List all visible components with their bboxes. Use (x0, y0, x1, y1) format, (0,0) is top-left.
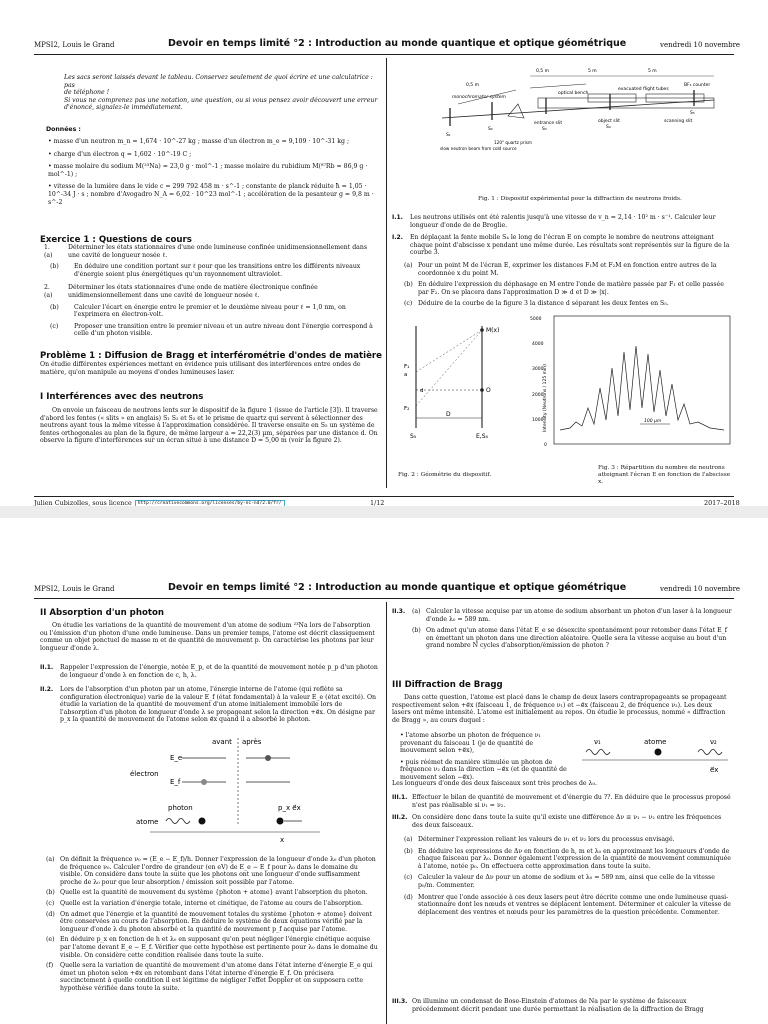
question-1-2: I.2. En déplaçant la fente mobile S₄ le long de l'écran E on compte le nombre de neutrons atteignant chaque point d'abscisse x pendant une même durée. Les résultats sont représentés sur la figure de la courbe 3. (392, 234, 732, 257)
figure-2-geometry (396, 320, 508, 440)
sec3-end: Les longueurs d'onde des deux faisceaux sont très proches de λ₀. (392, 780, 597, 787)
fig1-label: S₂ (488, 127, 493, 132)
fig1-label: object slit (598, 119, 620, 124)
q33-text: On illumine un condensat de Bose-Einstein d'atomes de Na par le système de faisceaux précédemment décrit pendant une durée permettant la réalisation de la diffraction de Bragg (412, 998, 704, 1013)
fig3-ylabel: Intensity (Neutrons / 125 min) (543, 364, 548, 432)
figure-3-plot (520, 312, 734, 452)
footer-year: 2017–2018 (704, 499, 740, 506)
fig1-label: S₃ (542, 127, 547, 132)
q32b: En déduire les expressions de Δν en fonction de h, m et λ₀ en approximant les longueurs d'onde de chaque faisceau par λ₀. Donner également l'expression de la quantité de mouvement communiquée à l'atome, notée p₀. On effectuera cette approximation dans toute la suite. (418, 847, 731, 870)
fig2-label: D (446, 411, 451, 418)
q21-text: Rappeler l'expression de l'énergie, notée E_p, et de la quantité de mouvement notée p_p d'un photon de longueur d'onde λ en fonction de c, h, λ. (60, 664, 378, 679)
column-divider (386, 58, 387, 488)
diag3-ex: e⃗x (710, 766, 719, 774)
figure-3-caption: Fig. 3 : Répartition du nombre de neutrons atteignant l'écran E en fonction de l'abscisse x. (598, 465, 731, 485)
fig1-label: scanning slit (664, 119, 693, 124)
header-left: MPSI2, Louis le Grand (34, 41, 115, 49)
q23b: On admet qu'un atome dans l'état E_e se désexcite spontanément pour retomber dans l'état E_f en émettant un photon dans une direction aléatoire. Quelle sera la vitesse acquise au bout d'un grand nombre N cycles d'absorption/émission de photon ? (426, 627, 728, 650)
exo1-q2c: Proposer une transition entre le premier niveau et un autre niveau dont l'énergie correspond à celle d'un photon visible. (74, 322, 373, 338)
question-3-1: III.1. Effectuer le bilan de quantité de mouvement et d'énergie du ??. En déduire que le processus proposé n'est pas réalisable si ν₁ = ν₂. (392, 794, 731, 809)
q12c: Déduire de la courbe de la figure 3 la distance d séparant les deux fentes en S₅. (418, 300, 669, 308)
q22b: Quelle est la quantité de mouvement du système {photon + atome} avant l'absorption du photon. (60, 889, 368, 897)
fig3-tick: 3000 (532, 367, 544, 372)
question-1-2-parts: (a) Pour un point M de l'écran E, exprimer les distances F₁M et F₂M en fonction entre autres de la coordonnée x du point M. (b) En déduire l'expression du déphasage en M entre l'onde de matière passée par F₁ et celle passée par F₂. On se placera dans l'approximation D ≫ d et D ≫ |x|. (c) Déduire de la courbe de la figure 3 la distance d séparant les deux fentes en S₅. (404, 262, 732, 308)
header-title: Devoir en temps limité °2 : Introduction au monde quantique et optique géométrique (168, 38, 627, 49)
q12-text: En déplaçant la fente mobile S₄ le long de l'écran E on compte le nombre de neutrons atteignant chaque point d'abscisse x pendant une même durée. Les résultats sont représentés sur la figure de la courbe 3. (410, 234, 730, 257)
diag-avant-label: avant (212, 738, 232, 746)
q12b: En déduire l'expression du déphasage en M entre l'onde de matière passée par F₁ et celle passée par F₂. On se placera dans l'approximation D ≫ d et D ≫ |x|. (418, 281, 724, 296)
fig2-label: d (420, 388, 424, 394)
fig2-label: S₅ (410, 433, 417, 440)
sec3-bullet-1: l'atome absorbe un photon de fréquence ν₁ provenant du faisceau 1 (je de quantité de mouvement selon +e⃗x), (400, 732, 541, 755)
q22-text: Lors de l'absorption d'un photon par un atome, l'énergie interne de l'atome (qui reflète sa configuration électronique) varie de la valeur E_f (état fondamental) à la valeur E_e (état excité). On étudie la variation de la quantité de mouvement d'un atome initialement immobile lors de l'absorption d'un photon de longueur d'onde λ se propageant selon la direction +e⃗x. On désigne par p_x la quantité de mouvement de l'atome selon e⃗x quand il a absorbé le photon. (60, 686, 377, 724)
q32a: Déterminer l'expression reliant les valeurs de ν₁ et ν₂ lors du processus envisagé. (418, 836, 675, 843)
diag-ef-label: E_f (170, 778, 181, 786)
q22d: On admet que l'énergie et la quantité de mouvement totales du système {photon + atome} doivent être conservées au cours de l'absorption. En déduire le système de deux équations vérifié par la longueur d'onde λ du photon absorbé et la quantité de mouvement p_f acquise par l'atome. (60, 910, 373, 933)
q22e: En déduire p_x en fonction de h et λ₀ en supposant qu'on peut négliger l'énergie cinétique acquise par l'atome devant E_e − E_f. Vérifier que cette hypothèse est pertinente pour λ₀ dans le domaine du visible. On considère cette condition réalisée dans toute la suite. (60, 936, 378, 959)
fig1-label: BF₃ counter (684, 83, 711, 88)
sec3-bullets: • l'atome absorbe un photon de fréquence ν₁ provenant du faisceau 1 (je de quantité de mouvement selon +e⃗x), • puis réémet de manière stimulée un photon de fréquence ν₂ dans la direction −e⃗x (et de quantité de mouvement selon −e⃗x). (400, 732, 567, 781)
figure-1-caption: Fig. 1 : Dispositif expérimental pour la diffraction de neutrons froids. (478, 196, 682, 202)
notice-line: de téléphone ! (64, 89, 110, 97)
sec3-intro: Dans cette question, l'atome est placé dans le champ de deux lasers contrapropageants se propageant respectivement selon +e⃗x (faisceau 1, de fréquence ν₁) et −e⃗x (faisceau 2, de fréquence ν₂). Les deux lasers ont même intensité. L'atome est initialement au repos. On étudie le processus, nommé « diffraction de Bragg », au cours duquel : (392, 694, 727, 724)
question-2-2-parts: (a) On définit la fréquence ν₀ = (E_e − E_f)/h. Donner l'expression de la longueur d'onde λ₀ d'un photon de fréquence ν₀. Calculer l'ordre de grandeur (en eV) de E_e − E_f pour λ₀ dans le domaine du visible. On considère dans toute la suite que les photons ont une longueur d'onde suffisamment proche de λ₀ pour que leur absorption / émission soit possible par l'atome. (b) Quelle est la quantité de mouvement du système {photon + atome} avant l'absorption du photon. (c) Quelle est la variation d'énergie totale, interne et cinétique, de l'atome au cours de l'absorption. (d) On admet que l'énergie et la quantité de mouvement totales du système {photon + atome} doivent être conservées au cours de l'absorption. En déduire le système de deux équations vérifié par la longueur d'onde λ du photon absorbé et la quantité de mouvement p_f acquise par l'atome. (e) En déduire p_x en fonction de h et λ₀ en supposant qu'on peut négliger l'énergie cinétique acquise par l'atome devant E_e − E_f. Vérifier que cette hypothèse est pertinente pour λ₀ dans le domaine du visible. On considère cette condition réalisée dans toute la suite. (f) Quelle sera la variation de quantité de mouvement d'un atome dans l'état interne d'énergie E_e qui émet un photon selon +e⃗x en retombant dans l'état interne d'énergie E_f. On précisera succinctement à quelle condition il est légitime de négliger l'effet Doppler et on supposera cette hypothèse vérifiée dans toute la suite. (46, 856, 380, 993)
exo1-q2b: Calculer l'écart en énergie entre le premier et le deuxième niveau pour ℓ = 1,0 nm, on l'exprimera en électron-volt. (74, 303, 346, 319)
fig2-label: a (404, 372, 408, 378)
question-3-2-parts: (a) Déterminer l'expression reliant les valeurs de ν₁ et ν₂ lors du processus envisagé. (b) En déduire les expressions de Δν en fonction de h, m et λ₀ en approximant les longueurs d'onde de chaque faisceau par λ₀. Donner également l'expression de la quantité de mouvement communiquée à l'atome, notée p₀. On effectuera cette approximation dans toute la suite. (c) Calculer la valeur de Δν pour un atome de sodium et λ₀ = 589 nm, ainsi que celle de la vitesse p₀/m. Commenter. (d) Montrer que l'onde associée à ces deux lasers peut être décrite comme une onde lumineuse quasi-stationnaire dont les nœuds et ventres se déplacent lentement. Déterminer et calculer la vitesse de déplacement des ventres et nœuds pour les paramètres de la question précédente. Commenter. (404, 836, 731, 916)
fig1-label: S₁ (446, 133, 451, 138)
donnee-item: vitesse de la lumière dans le vide c = 299 792 458 m · s^-1 ; constante de planck réduite ħ = 1,05 · 10^-34 J · s ; nombre d'Avogadro N_A = 6,02 · 10^23 mol^-1 ; accélération de la pesanteur g = 9,8 m · s^-2 (48, 183, 374, 206)
exo1-q1a: Déterminer les états stationnaires d'une onde lumineuse confinée unidimensionnellement dans une cavité de longueur nosée ℓ. (68, 244, 368, 259)
sec1-text: On envoie un faisceau de neutrons lents sur le dispositif de la figure 1 (issue de l'article [3]). Il traverse d'abord les fentes (« slits » en anglais) S₁ S₂ et S₃ et le prisme de quartz qui servent à sélectionner des neutrons ayant tous la même vitesse à l'approximation considérée. Il traverse ensuite en S₅ un système de fentes orthogonales au plan de la figure, de même largeur a = 22,2(3) µm, séparées par une distance d. On observe la figure d'interférences sur un écran situé à une distance D = 5,00 m (voir la figure 2). (40, 407, 378, 445)
figure-2-caption: Fig. 2 : Géométrie du dispositif. (398, 472, 492, 478)
page-1 (0, 0, 768, 506)
fig1-label: slow neutron beam from cold source (440, 146, 517, 151)
donnee-item: masse molaire du sodium M(²³Na) = 23,0 g · mol^-1 ; masse molaire du rubidium M(⁸⁷Rb = 86,9 g · mol^-1) ; (48, 163, 368, 178)
figure-1-apparatus (438, 64, 718, 168)
donnee-item: masse d'un neutron m_n = 1,674 · 10^-27 kg ; masse d'un électron m_e = 9,109 · 10^-31 kg ; (53, 138, 350, 145)
diag3-nu2: ν₂ (710, 738, 717, 746)
page-2 (0, 518, 768, 1024)
fig2-label: M(x) (486, 327, 500, 334)
fig3-tick: 2000 (532, 393, 544, 398)
footer-left (34, 499, 285, 506)
fig1-label: 5 m (588, 69, 597, 74)
diag-electron-label: électron (130, 770, 159, 778)
q22c: Quelle est la variation d'énergie totale, interne et cinétique, de l'atome au cours de l'absorption. (60, 899, 364, 907)
bragg-diagram (582, 734, 732, 776)
exo1-questions: 1. (a) Déterminer les états stationnaires d'une onde lumineuse confinée unidimensionnellement dans une cavité de longueur nosée ℓ. (b) En déduire une condition portant sur ℓ pour que les transitions entre les différents niveaux d'énergie soient plus énergétiques qu'un rayonnement ultraviolet. 2. (a) Déterminer les états stationnaires d'une onde de matière électronique confinée unidimensionnellement dans une cavité de longueur nosée ℓ. (b) Calculer l'écart en énergie entre le premier et le deuxième niveau pour ℓ = 1,0 nm, on l'exprimera en électron-volt. (c) Proposer une transition entre le premier niveau et un autre niveau dont l'énergie correspond à celle d'un photon visible. (44, 244, 380, 338)
header-right: vendredi 10 novembre (660, 41, 741, 49)
diag-atome-label: atome (136, 818, 159, 826)
fig2-label: O (486, 387, 491, 394)
notice-line: Les sacs seront laissés devant le tableau. Conservez seulement de quoi écrire et une calculatrice : pas (64, 74, 373, 89)
q11-text: Les neutrons utilisés ont été ralentis jusqu'à une vitesse de v_n = 2,14 · 10² m · s⁻¹. Calculer leur longueur d'onde de de Broglie. (410, 214, 716, 229)
q12a: Pour un point M de l'écran E, exprimer les distances F₁M et F₂M en fonction entre autres de la coordonnée x du point M. (418, 262, 717, 277)
q32c: Calculer la valeur de Δν pour un atome de sodium et λ₀ = 589 nm, ainsi que celle de la vitesse p₀/m. Commenter. (418, 874, 715, 889)
fig2-label: F₁ (404, 364, 410, 370)
diag3-atome: atome (644, 738, 667, 746)
donnees-title: Données : (46, 126, 81, 133)
q23a: Calculer la vitesse acquise par un atome de sodium absorbant un photon d'un laser à la longueur d'onde λ₀ = 589 nm. (426, 608, 732, 623)
diag-photon-label: photon (168, 804, 193, 812)
fig1-label: monochromator system (452, 95, 506, 100)
diag-px-label: p_x e⃗x (278, 804, 301, 812)
fig2-label: F₂ (404, 406, 410, 412)
header-left: MPSI2, Louis le Grand (34, 585, 115, 593)
exo1-q1b: En déduire une condition portant sur ℓ pour que les transitions entre les différents niveaux d'énergie soient plus énergétiques qu'un rayonnement ultraviolet. (74, 263, 361, 278)
question-1-1: I.1. Les neutrons utilisés ont été ralentis jusqu'à une vitesse de v_n = 2,14 · 10² m · s⁻¹. Calculer leur longueur d'onde de de Broglie. (392, 214, 732, 229)
donnees-list: • masse d'un neutron m_n = 1,674 · 10^-27 kg ; masse d'un électron m_e = 9,109 · 10^-31 kg ; • charge d'un électron q = 1,602 · 10^-19 C ; • masse molaire du sodium M(²³Na) = 23,0 g · mol^-1 ; masse molaire du rubidium M(⁸⁷Rb = 86,9 g · mol^-1) ; • vitesse de la lumière dans le vide c = 299 792 458 m · s^-1 ; constante de planck réduite ħ = 1,05 · 10^-34 J · s ; nombre d'Avogadro N_A = 6,02 · 10^23 mol^-1 ; accélération de la pesanteur g = 9,8 m · s^-2 (48, 138, 374, 206)
fig1-label: optical bench (558, 91, 589, 96)
diag-ee-label: E_e (170, 754, 183, 762)
sec3-title: III Diffraction de Bragg (392, 680, 503, 690)
fig1-label: 5 m (648, 69, 657, 74)
question-3-3: III.3. On illumine un condensat de Bose-Einstein d'atomes de Na par le système de faisceaux précédemment décrit pendant une durée permettant la réalisation de la diffraction de Bragg (392, 998, 732, 1013)
exo1-q2a: Déterminer les états stationnaires d'une onde de matière électronique confinée unidimensionnellement dans une cavité de longueur nosée ℓ. (68, 284, 318, 299)
header-rule (34, 598, 734, 599)
fig3-tick: 0 (544, 443, 547, 448)
sec1-title: I Interférences avec des neutrons (40, 392, 204, 402)
notice-line: Si vous ne comprenez pas une notation, une question, ou si vous pensez avoir découvert une erreur (64, 96, 378, 104)
question-2-3: II.3. (a) Calculer la vitesse acquise par un atome de sodium absorbant un photon d'un laser à la longueur d'onde λ₀ = 589 nm. (b) On admet qu'un atome dans l'état E_e se désexcite spontanément pour retomber dans l'état E_f en émettant un photon dans une direction aléatoire. Quelle sera la vitesse acquise au bout d'un grand nombre N cycles d'absorption/émission de photon ? (392, 608, 732, 650)
fig1-label: evacuated flight tubes (618, 87, 669, 92)
q31-text: Effectuer le bilan de quantité de mouvement et d'énergie du ??. En déduire que le processus proposé n'est pas réalisable si ν₁ = ν₂. (412, 794, 731, 809)
footer-license: Julien Cubizolles, sous licence (34, 499, 132, 506)
fig2-label: E,S₄ (476, 433, 488, 440)
donnee-item: charge d'un électron q = 1,602 · 10^-19 C ; (53, 150, 192, 158)
header-rule (34, 54, 734, 55)
sec2-intro: On étudie les variations de la quantité de mouvement d'un atome de sodium ²³Na lors de l'absorption ou l'émission d'un photon d'une onde lumineuse. Dans un premier temps, l'atome est décrit classiquement comme un objet ponctuel de masse m et de quantité de mouvement p. On caractérise les photons par leur longueur d'onde λ. (40, 622, 375, 652)
fig1-label: S₅ (690, 111, 695, 116)
fig3-scale: 100 µm (644, 419, 662, 424)
fig3-tick: 5000 (530, 317, 542, 322)
prob1-title: Problème 1 : Diffusion de Bragg et interférométrie d'ondes de matière (40, 351, 382, 361)
fig3-tick: 4000 (532, 342, 544, 347)
page-number: 1/12 (370, 499, 385, 506)
fig1-label: 0,5 m (466, 83, 479, 88)
fig1-label: S₄ (606, 125, 611, 130)
notice-line: d'énoncé, signalez-le immédiatement. (64, 104, 183, 112)
fig1-label: entrance slit (534, 121, 563, 126)
column-divider (386, 602, 387, 1024)
q22f: Quelle sera la variation de quantité de mouvement d'un atome dans l'état interne d'énergie E_e qui émet un photon selon +e⃗x en retombant dans l'état interne d'énergie E_f. On précisera succinctement à quelle condition il est légitime de négliger l'effet Doppler et on supposera cette hypothèse vérifiée dans toute la suite. (60, 962, 373, 992)
diag-x-label: x (280, 836, 285, 844)
prob1-intro: On étudie différentes expériences mettant en évidence puis utilisant des interférences entre ondes de matière, qu'on manipule au moyens d'ondes lumineuses laser. (40, 361, 361, 376)
diag-apres-label: après (242, 738, 262, 746)
fig1-label: 0,5 m (536, 69, 549, 74)
q32-text: On considère donc dans toute la suite qu'il existe une différence Δν ≡ ν₁ − ν₂ entre les fréquences des deux faisceaux. (412, 814, 722, 829)
sec2-title: II Absorption d'un photon (40, 608, 164, 618)
footer-rule (34, 496, 734, 497)
license-link[interactable]: http://creativecommons.org/licenses/by-nc-nd/2.0/fr/ (135, 500, 285, 507)
fig1-label: 120° quartz prism (494, 140, 532, 145)
header-right: vendredi 10 novembre (660, 585, 741, 593)
absorption-diagram (130, 734, 330, 844)
header-title: Devoir en temps limité °2 : Introduction au monde quantique et optique géométrique (168, 582, 627, 593)
exo1-title: Exercice 1 : Questions de cours (40, 235, 192, 245)
question-3-2: III.2. On considère donc dans toute la suite qu'il existe une différence Δν ≡ ν₁ − ν₂ entre les fréquences des deux faisceaux. (392, 814, 732, 829)
fig3-tick: 1000 (532, 418, 544, 423)
diag3-nu1: ν₁ (594, 738, 601, 746)
sec3-bullet-2: puis réémet de manière stimulée un photon de fréquence ν₂ dans la direction −e⃗x (et de quantité de mouvement selon −e⃗x). (400, 758, 567, 781)
q32d: Montrer que l'onde associée à ces deux lasers peut être décrite comme une onde lumineuse quasi-stationnaire dont les nœuds et ventres se déplacent lentement. Déterminer et calculer la vitesse de déplacement des ventres et nœuds pour les paramètres de la question précédente. Commenter. (418, 893, 731, 916)
notice-box (64, 74, 384, 112)
question-2-1: II.1. Rappeler l'expression de l'énergie, notée E_p, et de la quantité de mouvement notée p_p d'un photon de longueur d'onde λ en fonction de c, h, λ. (40, 664, 380, 679)
q22a: On définit la fréquence ν₀ = (E_e − E_f)/h. Donner l'expression de la longueur d'onde λ₀ d'un photon de fréquence ν₀. Calculer l'ordre de grandeur (en eV) de E_e − E_f pour λ₀ dans le domaine du visible. On considère dans toute la suite que les photons ont une longueur d'onde suffisamment proche de λ₀ pour que leur absorption / émission soit possible par l'atome. (60, 856, 376, 886)
question-2-2: II.2. Lors de l'absorption d'un photon par un atome, l'énergie interne de l'atome (qui reflète sa configuration électronique) varie de la valeur E_f (état fondamental) à la valeur E_e (état excité). On étudie la variation de la quantité de mouvement d'un atome initialement immobile lors de l'absorption d'un photon de longueur d'onde λ se propageant selon la direction +e⃗x. On désigne par p_x la quantité de mouvement de l'atome selon e⃗x quand il a absorbé le photon. (40, 686, 380, 724)
